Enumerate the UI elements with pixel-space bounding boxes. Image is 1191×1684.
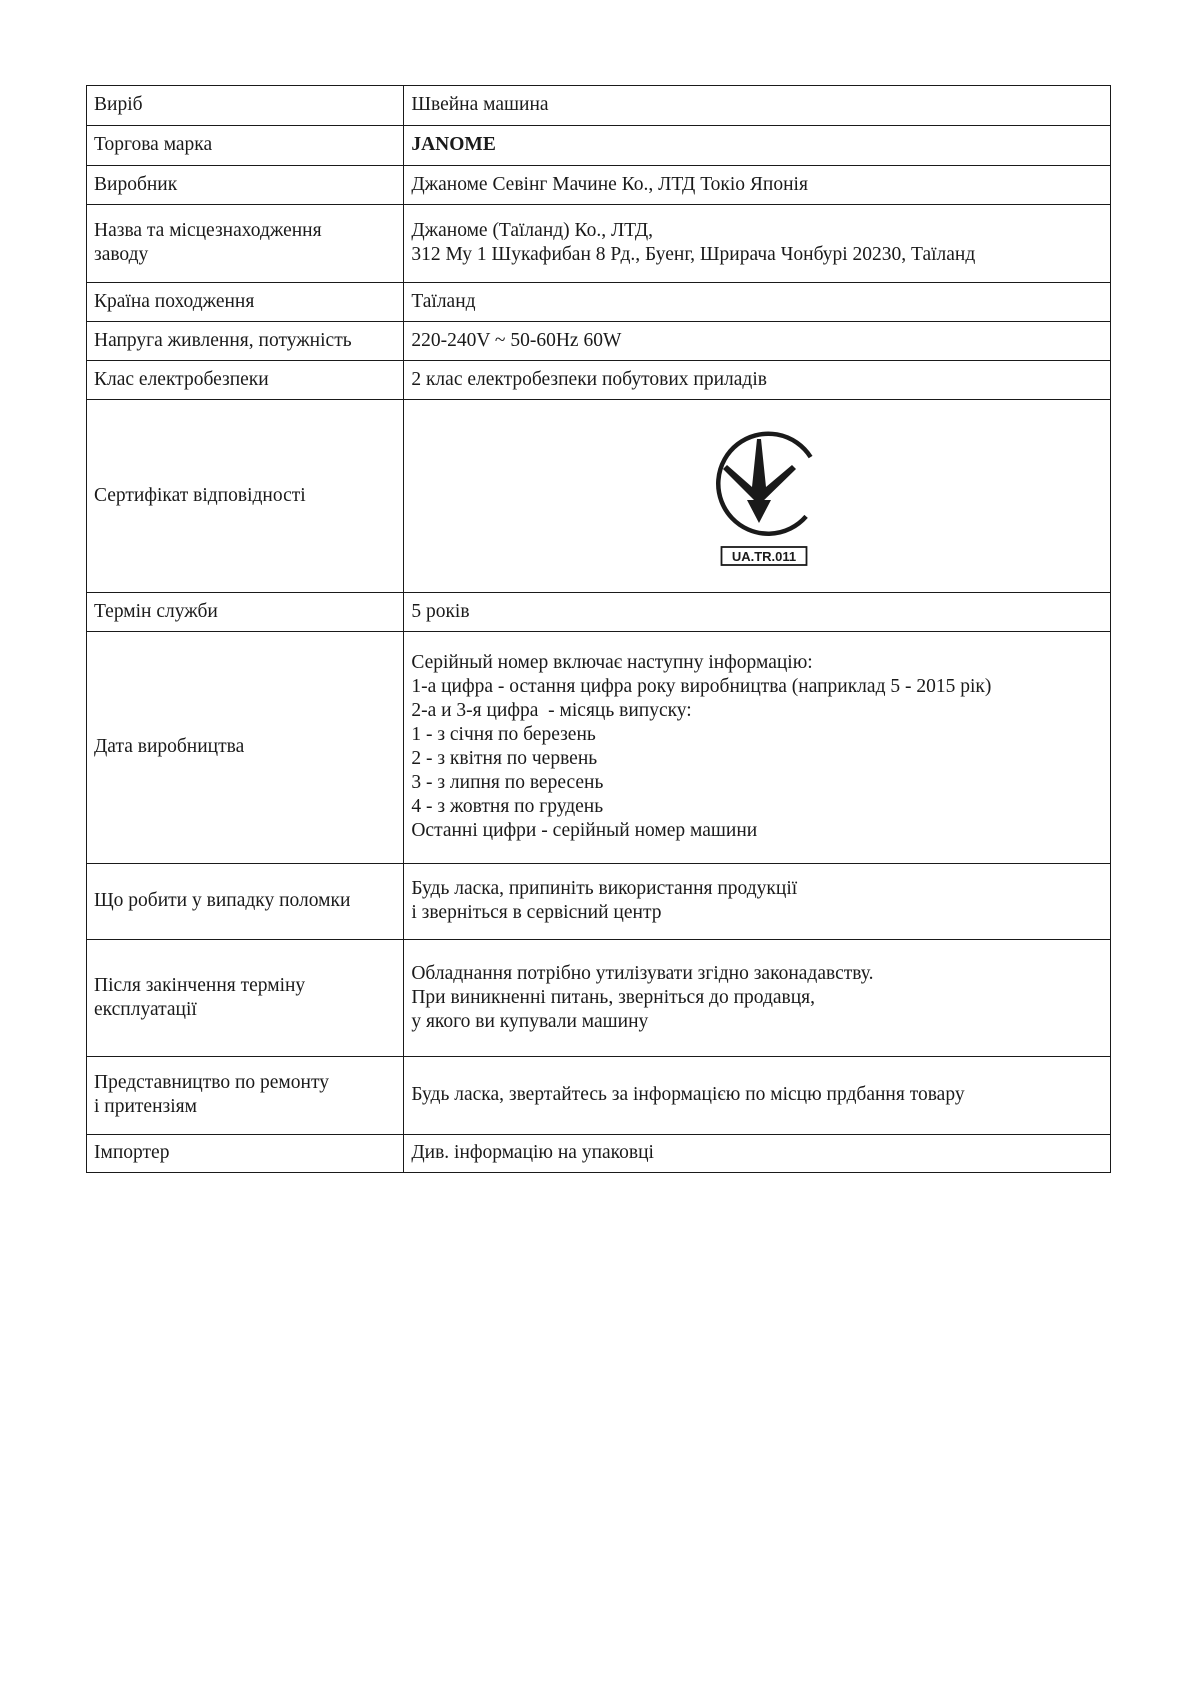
value-line: Джаноме (Таїланд) Ко., ЛТД, [411,220,654,241]
table-row [87,1057,1111,1135]
value-line: 2 - з квітня по червень [411,748,598,769]
value-line: Серійный номер включає наступну інформацію: [411,652,813,673]
row-value-service-life [404,593,1111,632]
label-line: Дата виробництва [94,736,245,757]
table-row [87,593,1111,632]
row-value-certificate [404,400,1111,593]
ukrainian-conformity-mark-icon [706,423,818,573]
value-line: 2 клас електробезпеки побутових приладів [411,368,767,390]
label-line: Представництво по ремонту [94,1072,329,1093]
value-line: і зверніться в сервісний центр [411,902,662,923]
value-line: 220-240V ~ 50-60Hz 60W [411,329,622,351]
label-line: Виробник [94,173,178,195]
value-line: 5 років [411,600,470,622]
value-line: 3 - з липня по вересень [411,772,604,793]
table-row [87,632,1111,864]
table-row [87,205,1111,283]
row-value-product [404,86,1111,126]
label-line: Імпортер [94,1142,170,1163]
row-value-breakdown [404,864,1111,940]
value-line: у якого ви купували машину [411,1010,649,1032]
row-value-end-of-life [404,940,1111,1057]
row-label-country [87,283,404,322]
label-line: Сертифікат відповідності [94,484,306,506]
certificate-code: UA.TR.011 [732,548,797,564]
table-row [87,1135,1111,1173]
row-value-power [404,322,1111,361]
value-line: 312 Му 1 Шукафибан 8 Рд., Буенг, Шрирача Чонбурі 20230, Таїланд [411,244,976,265]
row-value-importer [404,1135,1111,1173]
value-line: Джаноме Севінг Мачине Ко., ЛТД Токіо Японія [411,173,808,195]
row-label-breakdown [87,864,404,940]
row-value-production-date [404,632,1111,864]
label-line: Назва та місцезнаходження [94,220,322,241]
label-line: і притензіям [94,1096,197,1117]
row-value-trademark [404,126,1111,166]
table-row [87,166,1111,205]
label-line: Напруга живлення, потужність [94,329,352,351]
brand-name: JANOME [411,134,496,155]
row-value-manufacturer [404,166,1111,205]
row-label-certificate [87,400,404,593]
row-label-service-life [87,593,404,632]
value-line: 1-а цифра - остання цифра року виробництва (наприклад 5 - 2015 рік) [411,676,992,697]
table-row [87,400,1111,593]
value-line: 1 - з січня по березень [411,724,596,745]
label-line: Країна походження [94,290,255,312]
value-line: 4 - з жовтня по грудень [411,796,604,817]
value-line: При виникненні питань, зверніться до продавця, [411,986,816,1008]
label-line: Виріб [94,94,143,115]
label-line: Торгова марка [94,134,213,155]
row-label-trademark [87,126,404,166]
label-line: Після закінчення терміну [94,974,306,996]
row-label-importer [87,1135,404,1173]
value-line: Таїланд [411,290,476,312]
row-label-production-date [87,632,404,864]
table-row [87,86,1111,126]
row-label-power [87,322,404,361]
table-row [87,126,1111,166]
table-row [87,322,1111,361]
value-line: 2-а и 3-я цифра - місяць випуску: [411,700,692,721]
table-row [87,283,1111,322]
table-row [87,361,1111,400]
value-line: Див. інформацію на упаковці [411,1142,654,1163]
value-line: Останні цифри - серійный номер машини [411,820,758,841]
value-line: Будь ласка, припиніть використання продукції [411,878,798,899]
row-value-safety-class [404,361,1111,400]
value-line: Швейна машина [411,94,549,115]
value-line: Обладнання потрібно утилізувати згідно законадавству. [411,962,874,984]
label-line: Що робити у випадку поломки [94,890,351,911]
row-label-product [87,86,404,126]
row-label-manufacturer [87,166,404,205]
value-line: Будь ласка, звертайтесь за інформацією по місцю прдбання товару [411,1084,965,1105]
row-label-end-of-life [87,940,404,1057]
row-value-repairs [404,1057,1111,1135]
row-label-safety-class [87,361,404,400]
table-row [87,940,1111,1057]
row-value-factory [404,205,1111,283]
row-value-country [404,283,1111,322]
label-line: Термін служби [94,600,218,622]
row-label-repairs [87,1057,404,1135]
label-line: заводу [94,244,149,265]
row-label-factory [87,205,404,283]
product-info-table [86,85,1111,1173]
table-row [87,864,1111,940]
label-line: Клас електробезпеки [94,368,269,390]
label-line: експлуатації [94,998,197,1020]
